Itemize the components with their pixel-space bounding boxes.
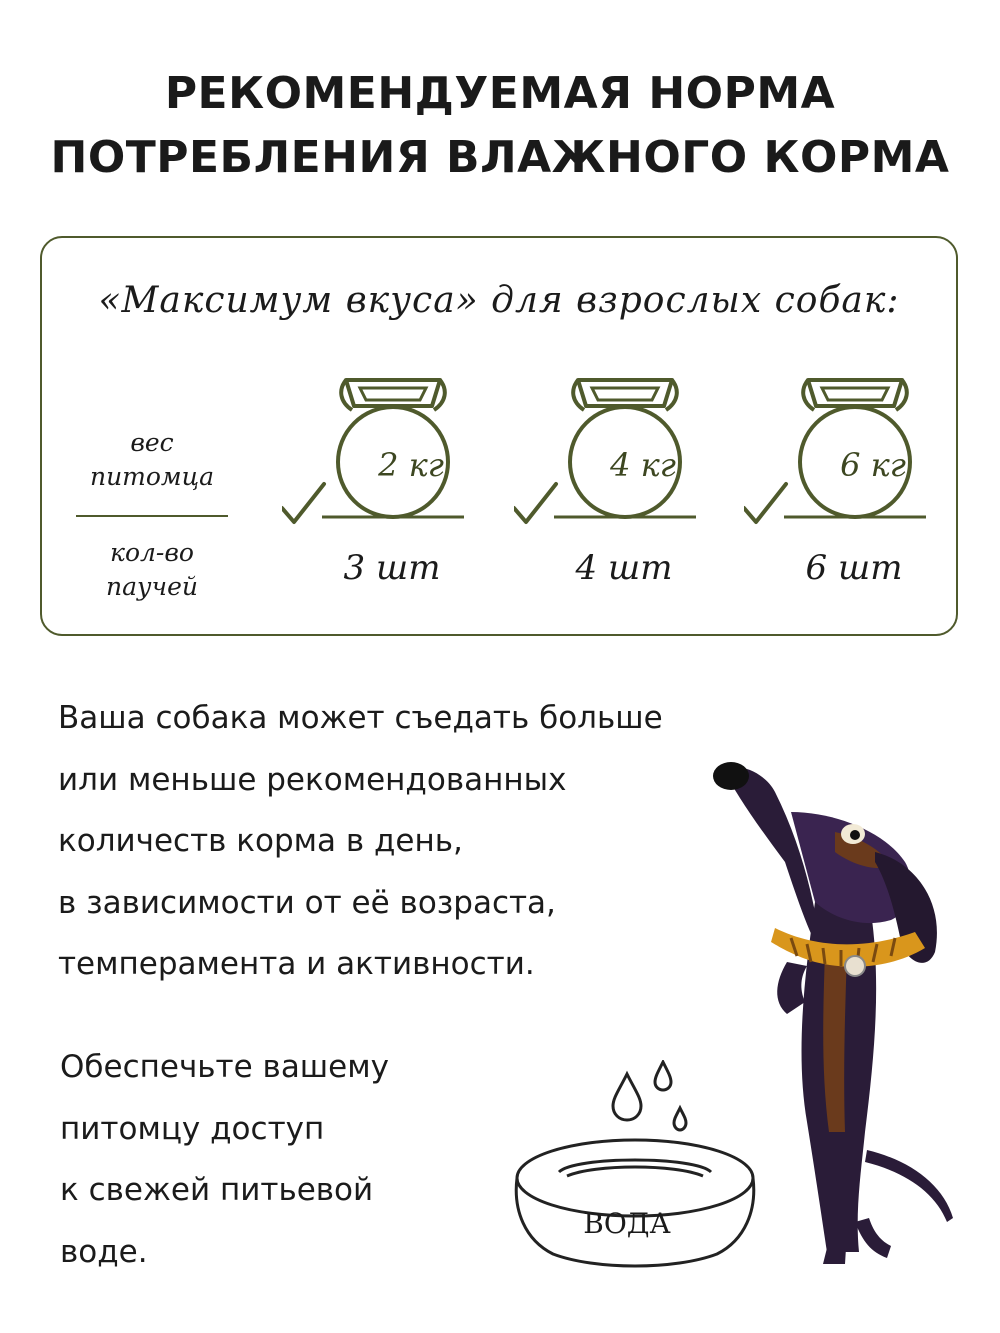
feeding-advice-text bbox=[58, 688, 738, 996]
weight-column bbox=[744, 376, 944, 526]
weight-label: 2 кг bbox=[378, 446, 444, 484]
water-note-text bbox=[60, 1037, 500, 1283]
water-note-line: к свежей питьевой bbox=[60, 1172, 374, 1208]
weight-label: 4 кг bbox=[610, 446, 676, 484]
count-label: 6 шт bbox=[805, 548, 903, 588]
legend-weight-line-1: вес bbox=[130, 428, 174, 457]
page-title bbox=[0, 62, 1000, 190]
weight-label: 6 кг bbox=[840, 446, 906, 484]
count-label: 4 шт bbox=[575, 548, 673, 588]
legend-weight-line-2: питомца bbox=[89, 462, 215, 491]
legend-count-line-2: паучей bbox=[106, 572, 198, 601]
feeding-norm-panel bbox=[40, 236, 958, 636]
water-note-line: Обеспечьте вашему bbox=[60, 1049, 389, 1085]
legend-count bbox=[72, 536, 232, 604]
advice-line: количеств корма в день, bbox=[58, 823, 463, 859]
weight-column bbox=[282, 376, 482, 526]
water-note-line: воде. bbox=[60, 1233, 148, 1270]
weight-column bbox=[514, 376, 714, 526]
count-label: 3 шт bbox=[343, 548, 441, 588]
title-line-1: РЕКОМЕНДУЕМАЯ НОРМА bbox=[164, 68, 836, 119]
advice-line: или меньше рекомендованных bbox=[58, 761, 567, 798]
bowl-label: ВОДА bbox=[583, 1207, 671, 1240]
legend-count-line-1: кол-во bbox=[110, 538, 194, 567]
dachshund-illustration bbox=[695, 752, 975, 1272]
advice-line: Ваша собака может съедать больше bbox=[58, 700, 663, 736]
title-line-2: ПОТРЕБЛЕНИЯ ВЛАЖНОГО КОРМА bbox=[50, 132, 950, 183]
legend-weight bbox=[72, 426, 232, 494]
water-note-line: питомцу доступ bbox=[60, 1110, 325, 1147]
advice-line: темперамента и активности. bbox=[58, 946, 535, 982]
legend-divider bbox=[76, 515, 228, 517]
advice-line: в зависимости от её возраста, bbox=[58, 884, 556, 921]
panel-heading: «Максимум вкуса» для взрослых собак: bbox=[98, 280, 900, 321]
